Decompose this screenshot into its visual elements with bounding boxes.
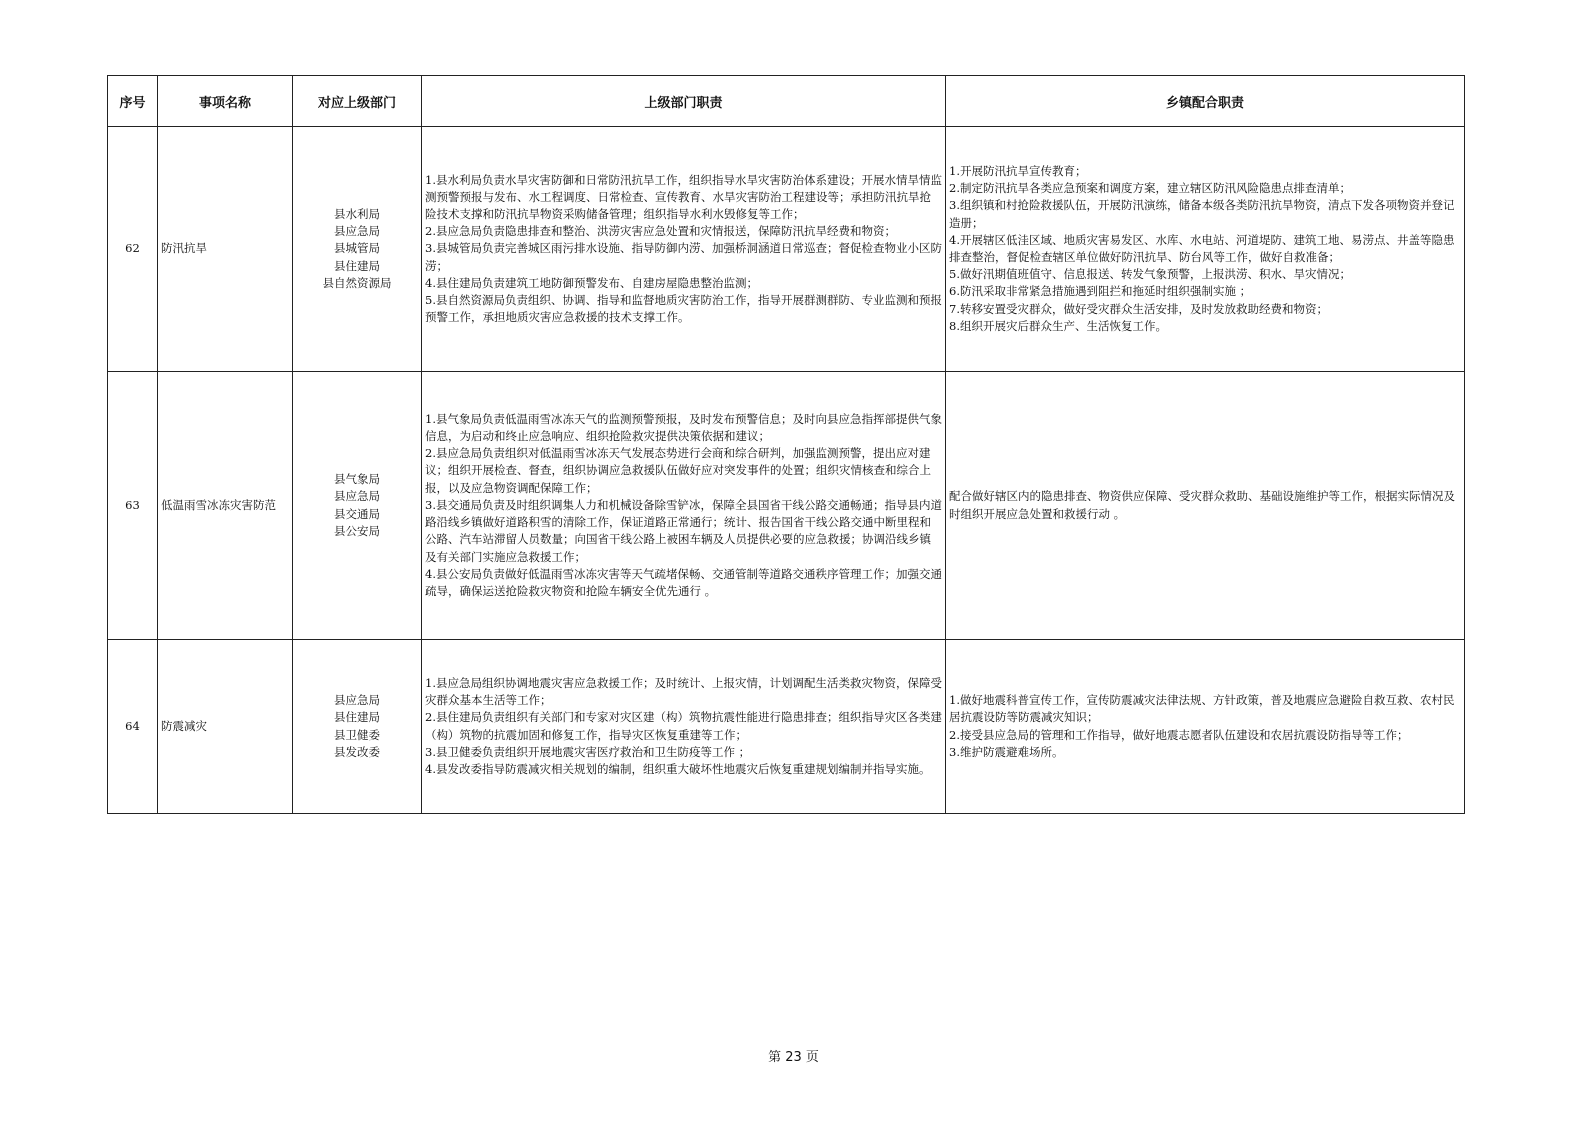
duty-line: 2.县应急局负责隐患排查和整治、洪涝灾害应急处置和灾情报送，保障防汛抗旱经费和物资； xyxy=(425,224,896,239)
dept-line: 县水利局 xyxy=(334,206,380,221)
duty-line: 4.县公安局负责做好低温雨雪冰冻灾害等天气疏堵保畅、交通管制等道路交通秩序管理工作；加强交通疏导，确保运送抢险救灾物资和抢险车辆安全优先通行 。 xyxy=(425,566,942,598)
table-header-row xyxy=(108,76,1465,127)
table-row xyxy=(108,640,1465,814)
duty-line: 1.开展防汛抗旱宣传教育； xyxy=(949,163,1087,178)
duty-line: 3.县卫健委负责组织开展地震灾害医疗救治和卫生防疫等工作 ； xyxy=(425,744,751,759)
row-item-name: 防汛抗旱 xyxy=(158,127,293,372)
row-seq: 62 xyxy=(108,127,158,372)
duty-line: 7.转移安置受灾群众，做好受灾群众生活安排，及时发放救助经费和物资； xyxy=(949,301,1328,316)
duty-line: 2.县住建局负责组织有关部门和专家对灾区建（构）筑物抗震性能进行隐患排查；组织指导灾区各类建（构）筑物的抗震加固和修复工作，指导灾区恢复重建等工作； xyxy=(425,710,942,742)
duty-table-container xyxy=(107,75,1464,814)
dept-line: 县应急局 xyxy=(334,693,380,708)
dept-line: 县公安局 xyxy=(334,523,380,538)
duty-line: 6.防汛采取非常紧急措施遇到阻拦和拖延时组织强制实施 ； xyxy=(949,284,1252,299)
duty-line: 1.县应急局组织协调地震灾害应急救援工作；及时统计、上报灾情，计划调配生活类救灾物资，保障受灾群众基本生活等工作； xyxy=(425,675,942,708)
row-seq: 64 xyxy=(108,640,158,814)
duty-line: 3.县城管局负责完善城区雨污排水设施、指导防御内涝、加强桥洞涵道日常巡查；督促检查物业小区防涝； xyxy=(425,241,942,273)
dept-line: 县住建局 xyxy=(334,258,380,273)
header-item-name: 事项名称 xyxy=(158,76,293,127)
duty-line: 5.县自然资源局负责组织、协调、指导和监督地质灾害防治工作，指导开展群测群防、专业监测和预报预警工作，承担地质灾害应急救援的技术支撑工作。 xyxy=(425,293,942,325)
row-depts xyxy=(293,372,422,640)
row-superior-duty xyxy=(422,372,946,640)
duty-line: 1.做好地震科普宣传工作，宣传防震减灾法律法规、方针政策，普及地震应急避险自救互救、农村民居抗震设防等防震减灾知识； xyxy=(949,693,1455,725)
row-superior-duty xyxy=(422,640,946,814)
dept-line: 县发改委 xyxy=(334,744,380,759)
row-superior-duty xyxy=(422,127,946,372)
duty-line: 4.县发改委指导防震减灾相关规划的编制，组织重大破坏性地震灾后恢复重建规划编制并指导实施。 xyxy=(425,761,931,776)
row-town-duty xyxy=(946,640,1465,814)
row-town-duty xyxy=(946,127,1465,372)
table-row xyxy=(108,372,1465,640)
dept-line: 县交通局 xyxy=(334,506,380,521)
table-row xyxy=(108,127,1465,372)
duty-line: 8.组织开展灾后群众生产、生活恢复工作。 xyxy=(949,318,1167,333)
duty-line: 配合做好辖区内的隐患排查、物资供应保障、受灾群众救助、基础设施维护等工作，根据实际情况及时组织开展应急处置和救援行动 。 xyxy=(949,489,1455,521)
dept-line: 县城管局 xyxy=(334,241,380,256)
header-superior-duty: 上级部门职责 xyxy=(422,76,946,127)
dept-line: 县住建局 xyxy=(334,710,380,725)
duty-line: 4.县住建局负责建筑工地防御预警发布、自建房屋隐患整治监测； xyxy=(425,275,758,290)
row-item-name: 防震减灾 xyxy=(158,640,293,814)
row-town-duty xyxy=(946,372,1465,640)
row-depts xyxy=(293,127,422,372)
duty-line: 1.县水利局负责水旱灾害防御和日常防汛抗旱工作，组织指导水旱灾害防治体系建设；开展水情旱情监测预警预报与发布、水工程调度、日常检查、宣传教育、水旱灾害防治工程建设等；承担防汛抗旱抢险技术支撑和防汛抗旱物资采购储备管理；组织指导水利水毁修复等工作； xyxy=(425,172,942,221)
duty-line: 3.维护防震避难场所。 xyxy=(949,744,1064,759)
page-number: 第 23 页 xyxy=(768,1050,819,1065)
header-seq: 序号 xyxy=(108,76,158,127)
row-seq: 63 xyxy=(108,372,158,640)
duty-line: 2.县应急局负责组织对低温雨雪冰冻天气发展态势进行会商和综合研判，加强监测预警，提出应对建议；组织开展检查、督查，组织协调应急救援队伍做好应对突发事件的处置；组织灾情核查和综合上报，以及应急物资调配保障工作； xyxy=(425,446,931,495)
dept-line: 县卫健委 xyxy=(334,727,380,742)
row-depts xyxy=(293,640,422,814)
duty-line: 3.县交通局负责及时组织调集人力和机械设备除雪铲冰，保障全县国省干线公路交通畅通；指导县内道路沿线乡镇做好道路积雪的清除工作，保证道路正常通行；统计、报告国省干线公路交通中断里程和公路、汽车站滞留人员数量；向国省干线公路上被困车辆及人员提供必要的应急救援；协调沿线乡镇及有关部门实施应急救援工作； xyxy=(425,497,942,564)
duty-line: 2.接受县应急局的管理和工作指导，做好地震志愿者队伍建设和农居抗震设防指导等工作； xyxy=(949,727,1409,742)
header-superior-dept: 对应上级部门 xyxy=(293,76,422,127)
dept-line: 县应急局 xyxy=(334,224,380,239)
duty-line: 3.组织镇和村抢险救援队伍，开展防汛演练，储备本级各类防汛抗旱物资，清点下发各项物资并登记造册； xyxy=(949,198,1455,230)
duty-line: 2.制定防汛抗旱各类应急预案和调度方案，建立辖区防汛风险隐患点排查清单； xyxy=(949,181,1351,196)
dept-line: 县应急局 xyxy=(334,489,380,504)
duty-line: 5.做好汛期值班值守、信息报送、转发气象预警，上报洪涝、积水、旱灾情况； xyxy=(949,267,1351,282)
header-town-duty: 乡镇配合职责 xyxy=(946,76,1465,127)
duty-line: 4.开展辖区低洼区域、地质灾害易发区、水库、水电站、河道堤防、建筑工地、易涝点、井盖等隐患排查整治，督促检查辖区单位做好防汛抗旱、防台风等工作，做好自救准备； xyxy=(949,232,1455,264)
duty-line: 1.县气象局负责低温雨雪冰冻天气的监测预警预报，及时发布预警信息；及时向县应急指挥部提供气象信息，为启动和终止应急响应、组织抢险救灾提供决策依据和建议； xyxy=(425,411,942,444)
duty-table xyxy=(107,75,1465,814)
row-item-name: 低温雨雪冰冻灾害防范 xyxy=(158,372,293,640)
dept-line: 县自然资源局 xyxy=(322,275,392,290)
dept-line: 县气象局 xyxy=(334,472,380,487)
